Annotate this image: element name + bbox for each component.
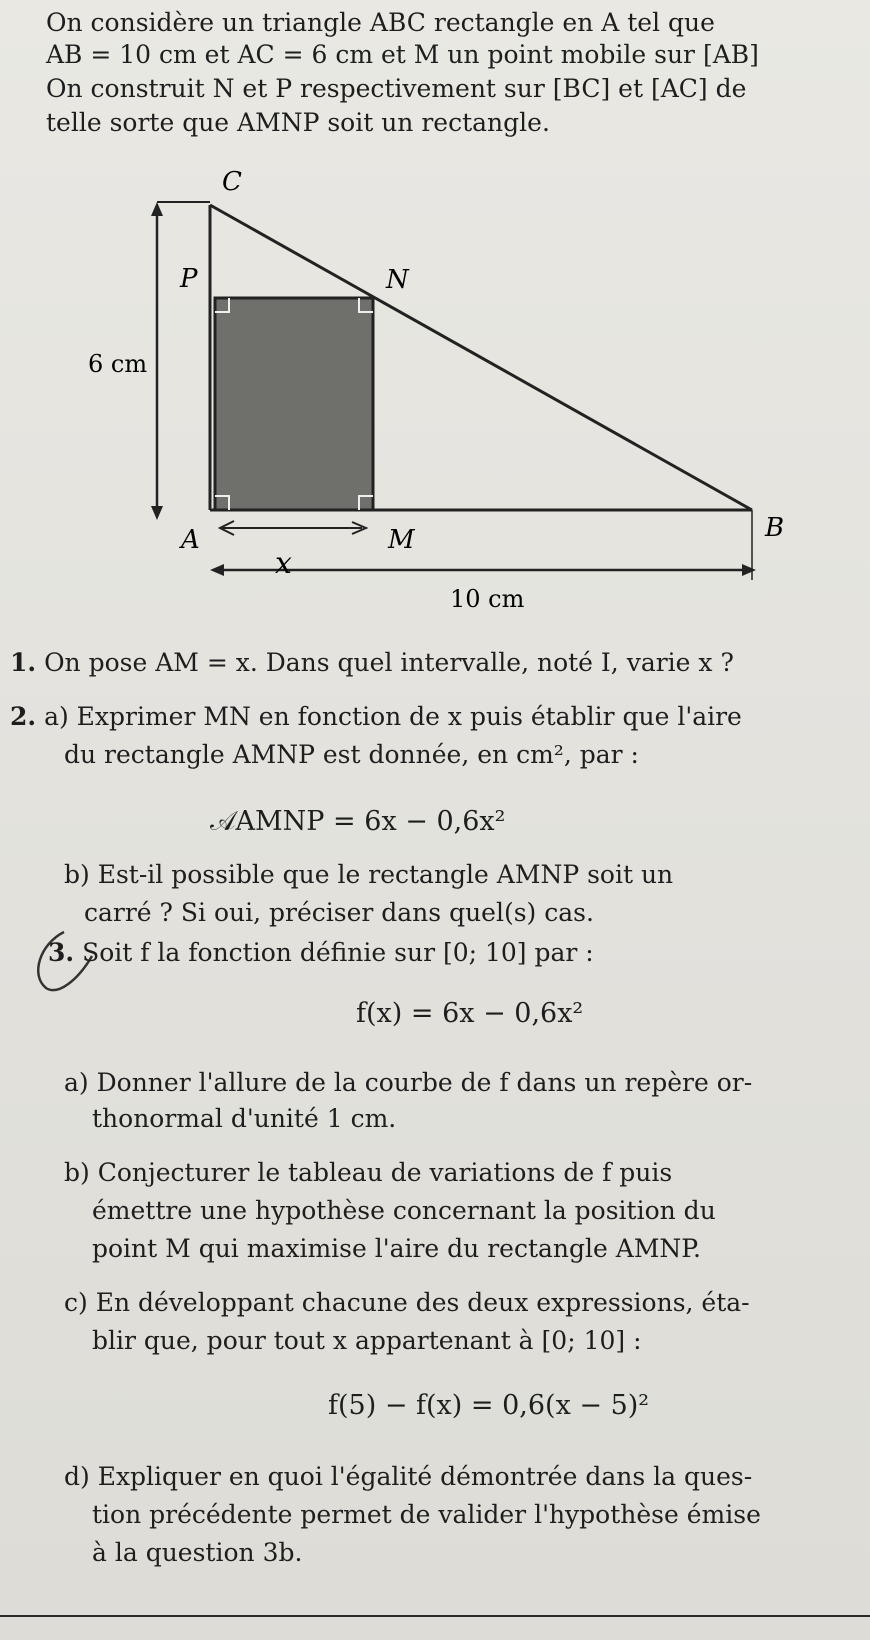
intro-line-2: AB = 10 cm et AC = 6 cm et M un point mobile sur [AB] (46, 40, 759, 69)
question-3b-line-2: émettre une hypothèse concernant la position du (92, 1196, 716, 1225)
triangle-figure (0, 0, 870, 640)
difference-formula: f(5) − f(x) = 0,6(x − 5)² (328, 1390, 650, 1421)
arrow-left (210, 564, 224, 576)
question-3d-line-3: à la question 3b. (92, 1538, 303, 1567)
question-3b-line-1: b) Conjecturer le tableau de variations de f puis (64, 1158, 673, 1187)
question-3b-line-3: point M qui maximise l'aire du rectangle AMNP. (92, 1234, 701, 1263)
question-3-number: 3. (48, 938, 75, 967)
bottom-rule (0, 1615, 870, 1617)
rectangle-amnp (215, 298, 373, 510)
question-3-text: Soit f la fonction définie sur [0; 10] par : (82, 938, 594, 967)
question-3a-line-1: a) Donner l'allure de la courbe de f dans un repère or- (64, 1068, 753, 1097)
arrow-up (151, 202, 163, 216)
question-2b-line-2: carré ? Si oui, préciser dans quel(s) cas. (84, 898, 594, 927)
question-2b-line-1: b) Est-il possible que le rectangle AMNP soit un (64, 860, 674, 889)
label-m: M (388, 525, 415, 555)
label-10cm: 10 cm (450, 585, 525, 613)
question-2a-text: a) Exprimer MN en fonction de x puis établir que l'aire (44, 702, 742, 731)
question-3d-line-2: tion précédente permet de valider l'hypothèse émise (92, 1500, 761, 1529)
question-1 (10, 648, 734, 678)
question-3c-line-1: c) En développant chacune des deux expressions, éta- (64, 1288, 750, 1317)
question-2-number: 2. (10, 702, 37, 731)
label-a: A (181, 525, 200, 555)
intro-line-1: On considère un triangle ABC rectangle en A tel que (46, 8, 715, 37)
question-3c-line-2: blir que, pour tout x appartenant à [0; 10] : (92, 1326, 642, 1355)
intro-line-3: On construit N et P respectivement sur [BC] et [AC] de (46, 74, 747, 103)
arrow-right (742, 564, 756, 576)
question-1-text: On pose AM = x. Dans quel intervalle, noté I, varie x ? (44, 648, 734, 677)
question-3a-line-2: thonormal d'unité 1 cm. (92, 1104, 397, 1133)
label-n: N (386, 265, 409, 295)
label-b: B (765, 513, 785, 543)
question-3 (48, 938, 594, 968)
label-6cm: 6 cm (88, 350, 148, 378)
label-c: C (222, 167, 242, 197)
question-3d-line-1: d) Expliquer en quoi l'égalité démontrée dans la ques- (64, 1462, 753, 1491)
question-2a-line-2: du rectangle AMNP est donnée, en cm², par : (64, 740, 639, 769)
label-x: x (275, 546, 292, 581)
question-2a (10, 702, 742, 732)
arrow-down (151, 506, 163, 520)
intro-line-4: telle sorte que AMNP soit un rectangle. (46, 108, 550, 137)
function-formula: f(x) = 6x − 0,6x² (356, 998, 584, 1029)
label-p: P (180, 264, 198, 294)
question-1-number: 1. (10, 648, 37, 677)
area-formula: 𝒜AMNP = 6x − 0,6x² (210, 806, 506, 837)
